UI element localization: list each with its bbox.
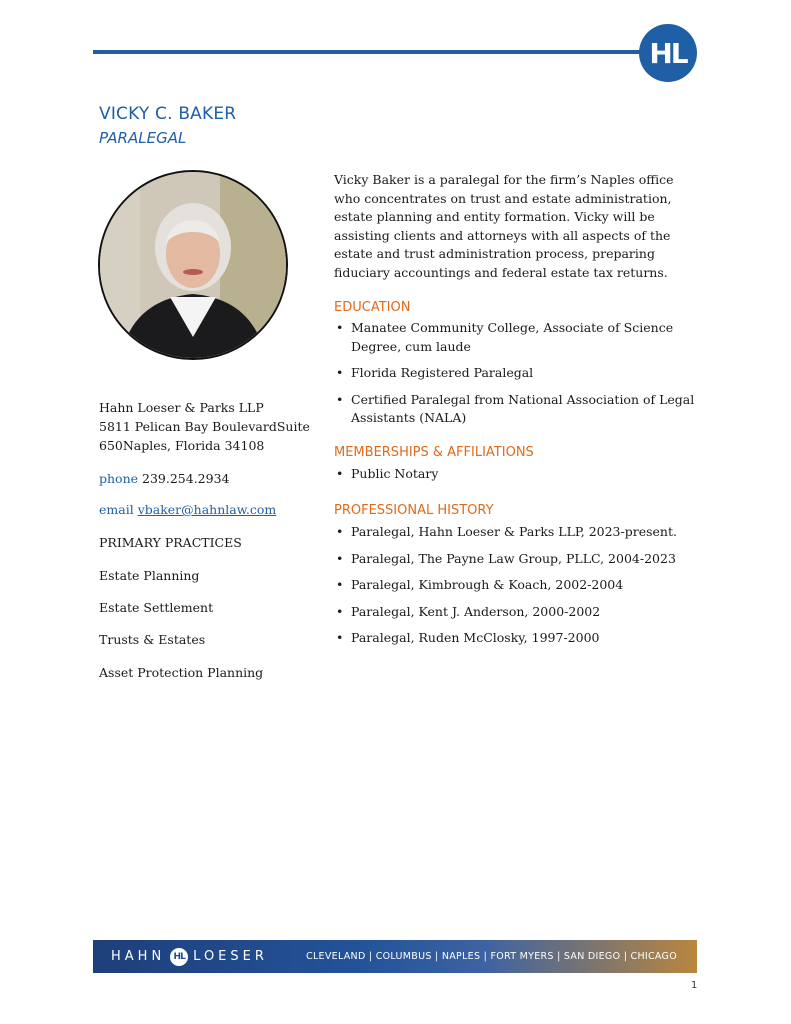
header-rule bbox=[93, 50, 653, 54]
education-heading: EDUCATION bbox=[334, 300, 411, 315]
practices-heading: PRIMARY PRACTICES bbox=[99, 535, 242, 550]
portrait-illustration bbox=[100, 172, 286, 358]
list-item: • Paralegal, Kent J. Anderson, 2000-2002 bbox=[334, 603, 699, 622]
phone-number[interactable]: 239.254.2934 bbox=[142, 471, 230, 486]
profile-photo bbox=[98, 170, 288, 360]
list-item: • Paralegal, The Payne Law Group, PLLC, 2004-2023 bbox=[334, 550, 699, 569]
page-number: 1 bbox=[691, 980, 698, 991]
email-row bbox=[99, 500, 276, 519]
firm-name: Hahn Loeser & Parks LLP bbox=[99, 400, 264, 415]
contact-block bbox=[99, 398, 310, 455]
history-heading: PROFESSIONAL HISTORY bbox=[334, 503, 494, 518]
list-item: • Manatee Community College, Associate of Science Degree, cum laude bbox=[334, 319, 699, 356]
education-list bbox=[334, 319, 699, 436]
list-item: • Certified Paralegal from National Association of Legal Assistants (NALA) bbox=[334, 391, 699, 428]
phone-row bbox=[99, 469, 230, 488]
list-item: • Paralegal, Kimbrough & Koach, 2002-2004 bbox=[334, 576, 699, 595]
list-item: • Florida Registered Paralegal bbox=[334, 364, 699, 383]
brand-left: HAHN bbox=[111, 949, 166, 964]
email-label: email bbox=[99, 502, 134, 517]
office-cities: CLEVELAND | COLUMBUS | NAPLES | FORT MYERS | SAN DIEGO | CHICAGO bbox=[306, 951, 677, 962]
email-link[interactable]: vbaker@hahnlaw.com bbox=[137, 502, 277, 517]
list-item: • Paralegal, Hahn Loeser & Parks LLP, 2023-present. bbox=[334, 523, 699, 542]
person-name: VICKY C. BAKER bbox=[99, 104, 237, 124]
hl-mark-icon: HL bbox=[170, 948, 188, 966]
list-item: • Public Notary bbox=[334, 465, 699, 484]
list-item: • Paralegal, Ruden McClosky, 1997-2000 bbox=[334, 629, 699, 648]
memberships-list bbox=[334, 465, 699, 492]
history-list bbox=[334, 523, 699, 656]
address-line-1: 5811 Pelican Bay BoulevardSuite bbox=[99, 419, 310, 434]
bio-paragraph: Vicky Baker is a paralegal for the firm’s Naples office who concentrates on trust and estate administration, estate planning and entity formation. Vicky will be assisting clients and attorneys with all aspects of the estate and trust administration process, preparing fiduciary accountings and federal estate tax returns. bbox=[334, 172, 674, 280]
person-title: PARALEGAL bbox=[99, 129, 187, 147]
brand-right: LOESER bbox=[193, 949, 268, 964]
footer-brand bbox=[111, 948, 268, 966]
address-line-2: 650Naples, Florida 34108 bbox=[99, 438, 265, 453]
hl-logo-icon: HL bbox=[639, 24, 697, 82]
practice-item: Estate Planning bbox=[99, 568, 200, 583]
practice-item: Estate Settlement bbox=[99, 600, 214, 615]
phone-label: phone bbox=[99, 471, 139, 486]
practice-item: Trusts & Estates bbox=[99, 632, 206, 647]
practice-item: Asset Protection Planning bbox=[99, 665, 264, 680]
memberships-heading: MEMBERSHIPS & AFFILIATIONS bbox=[334, 445, 534, 460]
footer-banner bbox=[93, 940, 697, 973]
